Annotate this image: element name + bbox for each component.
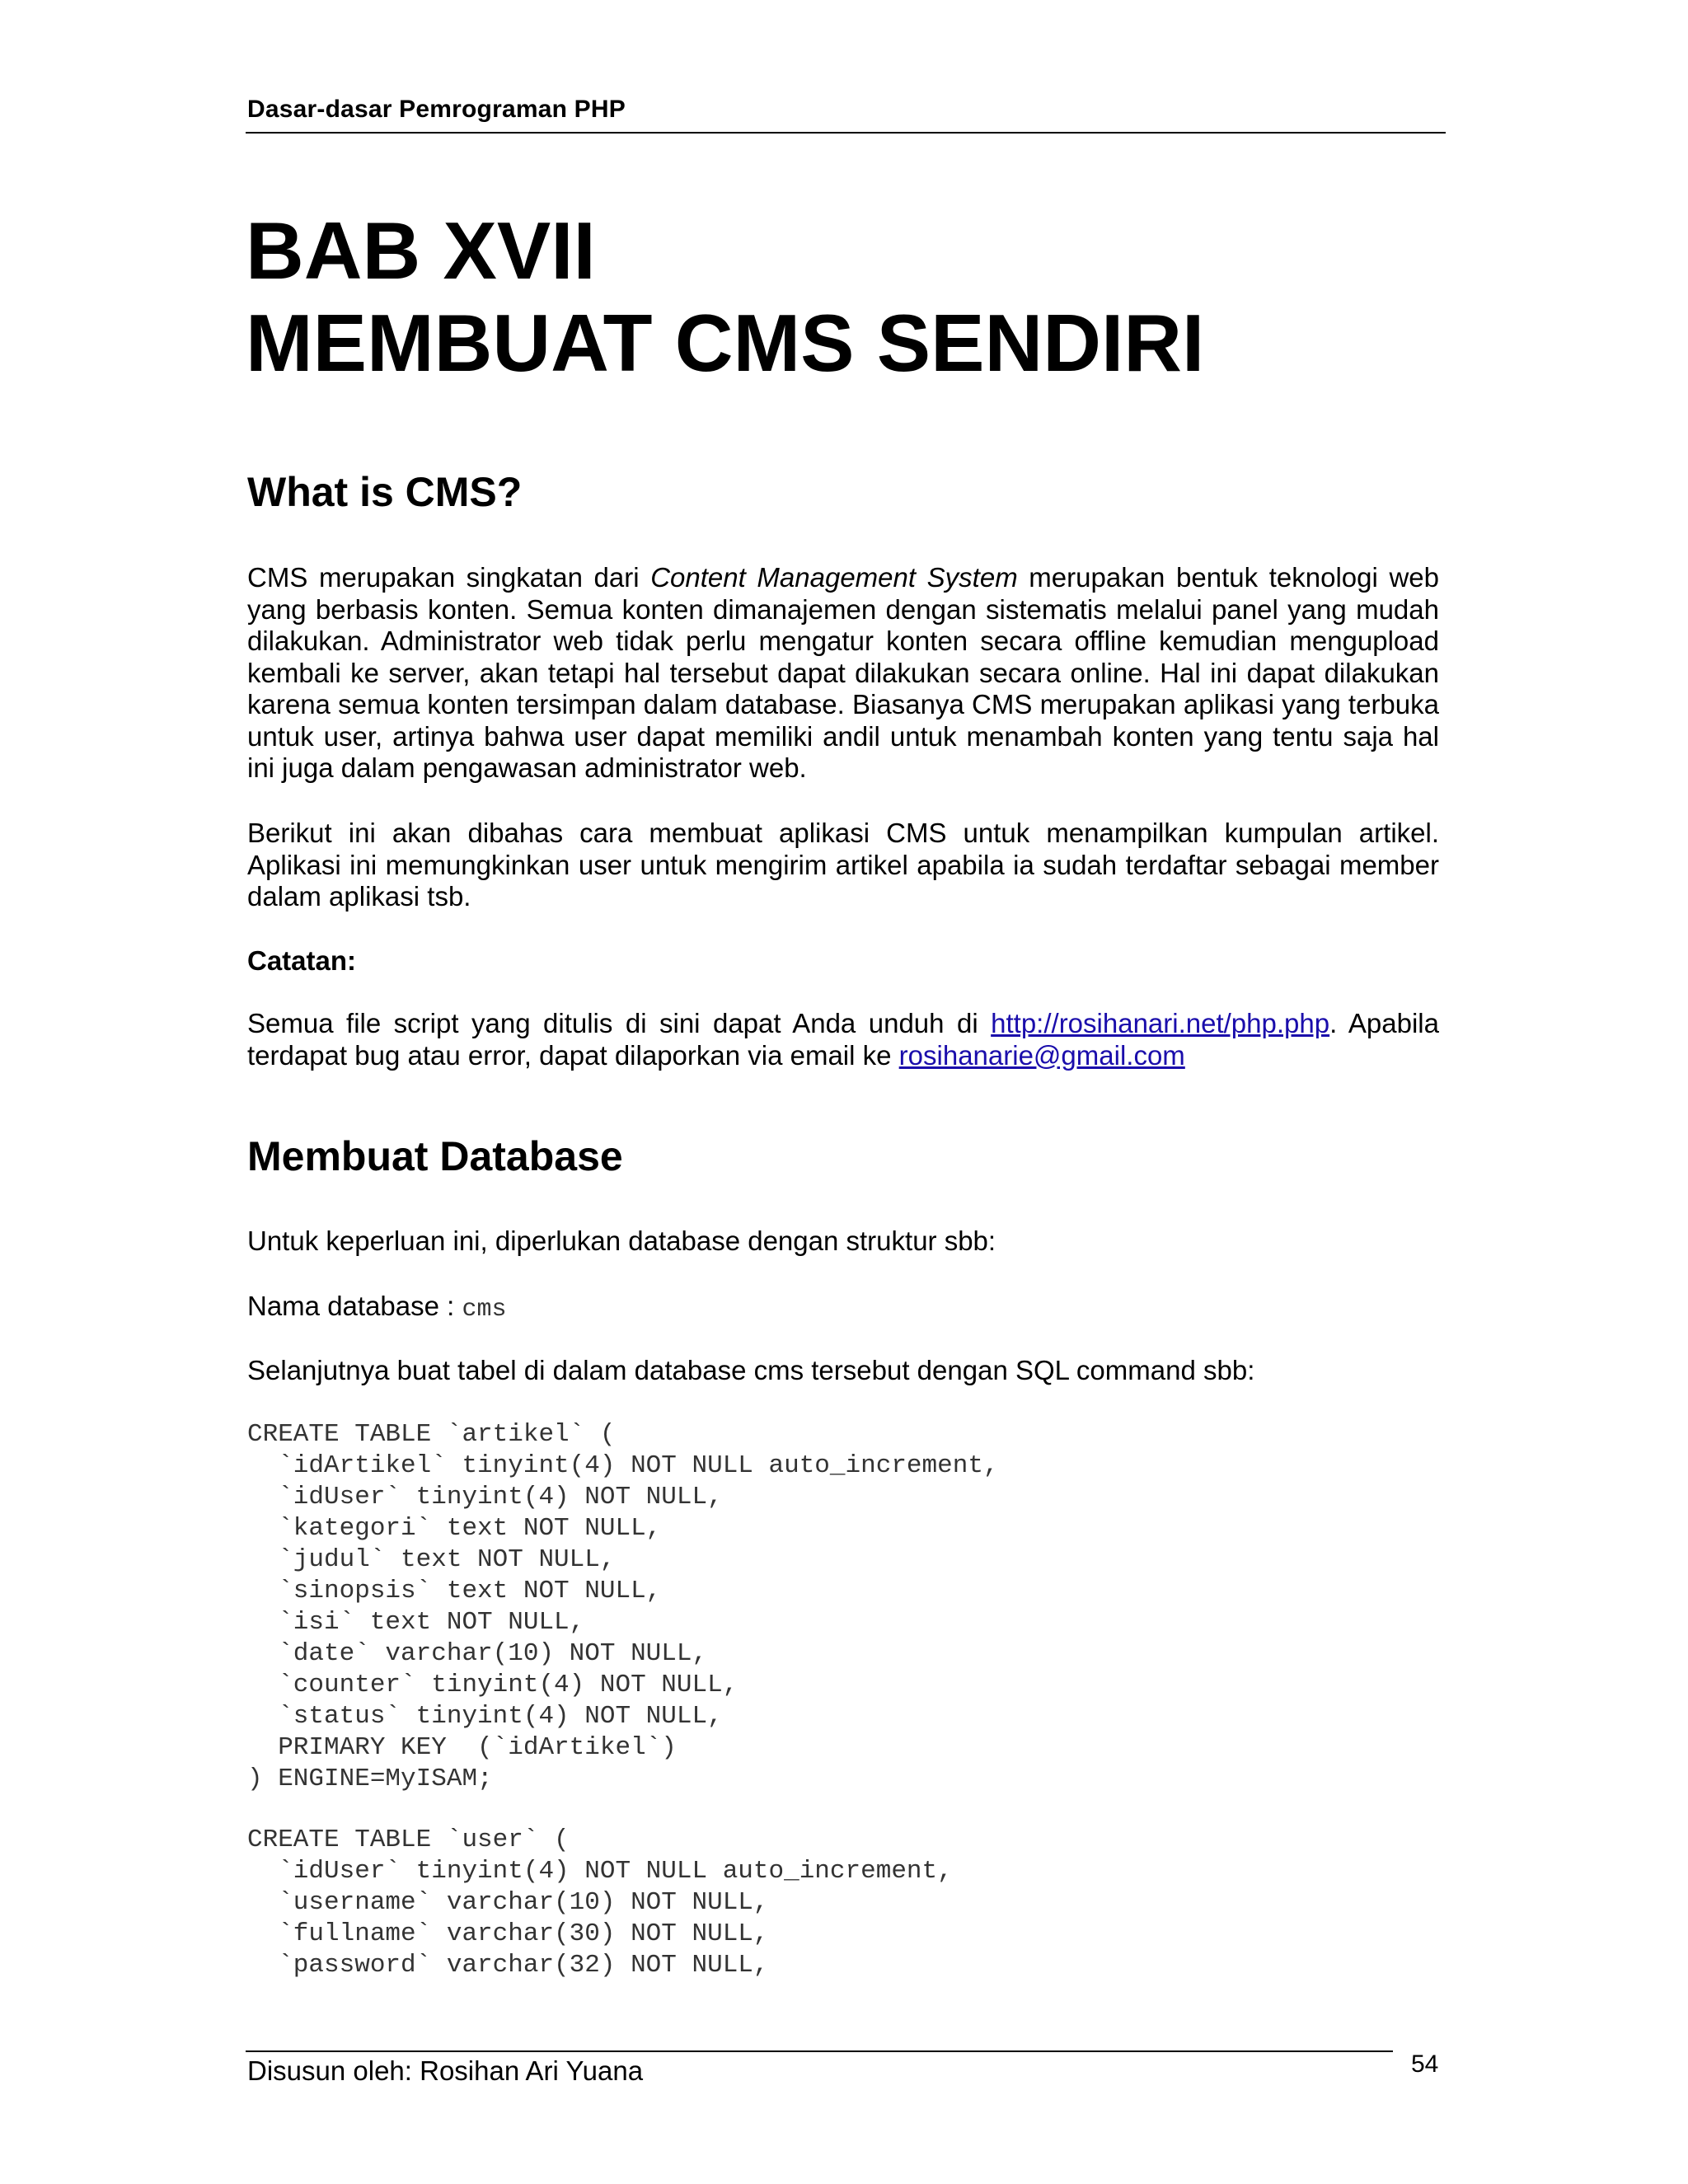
database-name-label: Nama database :: [247, 1291, 462, 1321]
chapter-title: [246, 204, 1204, 389]
section-heading-what-is-cms: What is CMS?: [247, 469, 523, 515]
text-span: merupakan bentuk teknologi web yang berbasis konten. Semua konten dimanajemen dengan sistematis melalui panel yang mudah dilakukan. Administrator web tidak perlu mengatur konten secara offline kemudian mengupload kembali ke server, akan tetapi hal tersebut dapat dilakukan secara online. Hal ini dapat dilakukan karena semua konten tersimpan dalam database. Biasanya CMS merupakan aplikasi yang terbuka untuk user, artinya bahwa user dapat memiliki andil untuk menambah konten yang tentu saja hal ini juga dalam pengawasan administrator web.: [247, 562, 1439, 783]
download-link[interactable]: http://rosihanari.net/php.php: [991, 1008, 1330, 1038]
paragraph-note: [247, 1008, 1439, 1071]
italic-term: Content Management System: [650, 562, 1018, 593]
paragraph-cms-definition: [247, 562, 1439, 785]
footer-author: Disusun oleh: Rosihan Ari Yuana: [247, 2055, 644, 2086]
page-number: 54: [1411, 2050, 1439, 2078]
database-name-line: [247, 1291, 507, 1324]
chapter-name: MEMBUAT CMS SENDIRI: [246, 298, 1205, 388]
database-intro: Untuk keperluan ini, diperlukan database dengan struktur sbb:: [247, 1226, 996, 1256]
email-link[interactable]: rosihanarie@gmail.com: [898, 1039, 1185, 1071]
text-span: . Apabila terdapat bug atau error, dapat dilaporkan via email ke: [247, 1008, 1439, 1071]
text-span: CMS merupakan singkatan dari: [247, 562, 651, 593]
chapter-number: BAB XVII: [246, 205, 596, 296]
sql-create-user: CREATE TABLE `user` ( `idUser` tinyint(4) NOT NULL auto_increment, `username` varchar(10) NOT NULL, `fullname` varchar(30) NOT NULL, `password` varchar(32) NOT NULL,: [247, 1825, 953, 1980]
header-divider: [246, 132, 1446, 134]
footer-divider: [246, 2050, 1393, 2052]
running-header: Dasar-dasar Pemrograman PHP: [247, 96, 626, 123]
sql-intro: Selanjutnya buat tabel di dalam database cms tersebut dengan SQL command sbb:: [247, 1355, 1255, 1385]
note-label: Catatan:: [247, 945, 357, 976]
text-span: Semua file script yang ditulis di sini dapat Anda unduh di: [247, 1008, 992, 1038]
sql-create-artikel: CREATE TABLE `artikel` ( `idArtikel` tinyint(4) NOT NULL auto_increment, `idUser` tinyint(4) NOT NULL, `kategori` text NOT NULL, `judul` text NOT NULL, `sinopsis` text NOT NULL, `isi` text NOT NULL, `date` varchar(10) NOT NULL, `counter` tinyint(4) NOT NULL, `status` tinyint(4) NOT NULL, PRIMARY KEY (`idArtikel`) ) ENGINE=MyISAM;: [247, 1420, 999, 1793]
database-name-value: cms: [462, 1296, 507, 1324]
section-heading-membuat-database: Membuat Database: [247, 1133, 623, 1179]
paragraph-cms-intro: Berikut ini akan dibahas cara membuat aplikasi CMS untuk menampilkan kumpulan artikel. Aplikasi ini memungkinkan user untuk mengirim artikel apabila ia sudah terdaftar sebagai member dalam aplikasi tsb.: [247, 818, 1439, 912]
